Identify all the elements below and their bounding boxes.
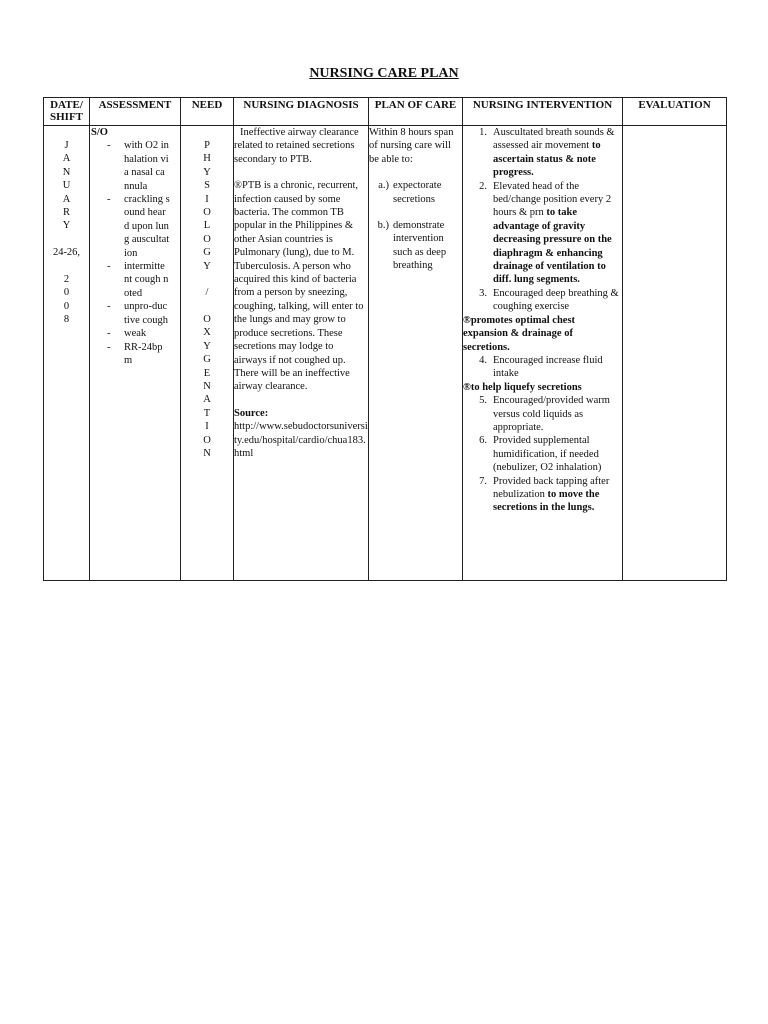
intervention-body [493,126,622,180]
plan-marker: b.) [377,220,389,232]
intervention-body [493,434,622,474]
bullet-dash: - [107,301,111,313]
diagnosis-rationale: ®PTB is a chronic, recurrent, infection caused by some bacteria. The common TB popular in the Philippines & other Asian countries is Pulmonary (lung), due to M. Tuberculosis. A person who acquired this kind of bacteria from a person by sneezing, coughing, talking, will enter to the lungs and may grow to produce secretions. These secretions may lodge to airways if not coughed up. There will be an ineffective airway clearance. [234,180,364,393]
plan-text: expectorate secretions [393,180,442,205]
need-letter: T [203,407,211,419]
header-date-shift: DATE/ SHIFT [44,98,90,126]
need-letter: I [205,193,209,205]
need-letter: L [203,220,211,232]
assessment-text: intermittent cough noted [124,261,169,299]
year-digit: 0 [63,287,70,299]
table-row [44,126,727,581]
date-letter: R [62,206,70,218]
so-label: S/O [91,127,108,138]
intervention-number: 7. [479,475,487,487]
care-plan-table [43,97,727,581]
intervention-text: Provided back tapping after nebulization [493,475,610,500]
bullet-dash: - [107,261,111,273]
need-letter: H [203,153,211,165]
date-days: 24-26, [52,247,81,259]
intervention-number: 3. [479,287,487,299]
need-letter: G [203,247,211,259]
assessment-text: RR-24bpm [124,341,163,366]
date-letter: N [62,166,71,178]
need-letter: Y [203,340,211,352]
need-letter: O [203,206,211,218]
list-item [90,139,180,193]
need-cell [181,126,234,581]
intervention-body [493,180,622,287]
plan-list [369,179,462,272]
intervention-text: Provided supplemental humidification, if needed (nebulizer, O2 inhalation) [493,435,602,474]
need-letter: O [203,314,211,326]
intervention-note: ®promotes optimal chest expansion & drainage of secretions. [463,314,576,353]
diagnosis-statement: Ineffective airway clearance related to retained secretions secondary to PTB. [234,127,359,165]
diagnosis-cell [234,126,369,581]
year-digit: 0 [63,300,70,312]
intervention-number: 5. [479,395,487,407]
header-plan: PLAN OF CARE [369,98,463,126]
assessment-text: with O2 inhalation via nasal cannula [124,140,169,192]
intervention-rationale: to move the secretions in the lungs. [493,488,600,514]
assessment-text: weak [124,328,147,340]
assessment-text: crackling sound heard upon lung auscultation [124,194,170,259]
bullet-dash: - [107,341,111,353]
date-cell [44,126,90,581]
intervention-body [493,394,622,434]
plan-intro: Within 8 hours span of nursing care will be able to: [369,127,454,165]
intervention-body [493,354,622,381]
need-letter: O [203,233,211,245]
intervention-number: 1. [479,127,487,138]
plan-marker: a.) [378,180,389,192]
header-diagnosis: NURSING DIAGNOSIS [234,98,369,126]
intervention-cell [463,126,623,581]
header-assessment: ASSESSMENT [90,98,181,126]
plan-cell [369,126,463,581]
plan-text: demonstrate intervention such as deep breathing [393,220,447,272]
bullet-dash: - [107,140,111,152]
intervention-item [463,475,622,515]
need-letter: E [203,367,211,379]
intervention-number: 2. [479,180,487,192]
header-row [44,98,727,126]
assessment-text: unpro-ductive cough [124,301,169,326]
date-letter: A [62,193,71,205]
assessment-list [90,139,180,367]
intervention-item [463,394,622,434]
source-label: Source: [234,407,269,419]
need-slash: / [205,287,209,299]
source-url: http://www.sebudoctorsuniversity.edu/hospital/cardio/chua183.html [234,421,368,459]
page-title: NURSING CARE PLAN [309,66,459,81]
intervention-body [493,287,622,314]
need-letter: G [203,354,211,366]
bullet-dash: - [107,194,111,206]
need-letter: Y [203,166,211,178]
year-digit: 2 [63,273,70,285]
intervention-text: Encouraged increase fluid intake [493,354,603,380]
date-vertical [44,126,89,326]
assessment-cell [90,126,181,581]
need-letter: I [205,421,209,433]
intervention-item [463,180,622,287]
intervention-text: Encouraged deep breathing & coughing exercise [493,287,619,313]
plan-item [369,219,462,273]
intervention-text: Encouraged/provided warm versus cold liquids as appropriate. [493,395,610,433]
need-letter: P [204,140,210,151]
bullet-dash: - [107,328,111,340]
intervention-text: Auscultated breath sounds & assessed air movement [493,127,615,152]
list-item [90,341,180,368]
plan-item [369,179,462,206]
evaluation-cell [623,126,727,581]
need-letter: Y [203,260,211,272]
need-letter: A [203,394,211,406]
need-letter: N [203,381,211,393]
list-item [90,300,180,327]
intervention-item [463,354,622,381]
list-item [90,327,180,340]
date-letter: Y [62,220,71,232]
intervention-item [463,126,622,180]
intervention-list [463,126,622,515]
list-item [90,193,180,260]
need-letter: O [203,434,211,446]
header-evaluation: EVALUATION [623,98,727,126]
intervention-item [463,287,622,314]
date-letter: J [64,140,69,151]
date-letter: U [62,180,71,192]
header-intervention: NURSING INTERVENTION [463,98,623,126]
year-digit: 8 [63,314,70,326]
intervention-item [463,434,622,474]
intervention-number: 4. [479,354,487,366]
intervention-body [493,475,622,515]
intervention-rationale: to take advantage of gravity decreasing pressure on the diaphragm & enhancing drainage of ventilation to diff. lung segments. [493,207,612,286]
intervention-rationale: to ascertain status & note progress. [493,140,601,179]
intervention-note: ®to help liquefy secretions [463,381,582,393]
header-need: NEED [181,98,234,126]
intervention-number: 6. [479,435,487,447]
intervention-text: Elevated head of the bed/change position every 2 hours & prn [493,180,612,219]
list-item [90,260,180,300]
need-vertical [181,126,233,460]
need-letter: S [204,180,210,192]
need-letter: X [203,327,211,339]
need-letter: N [203,447,211,459]
date-letter: A [62,153,71,165]
